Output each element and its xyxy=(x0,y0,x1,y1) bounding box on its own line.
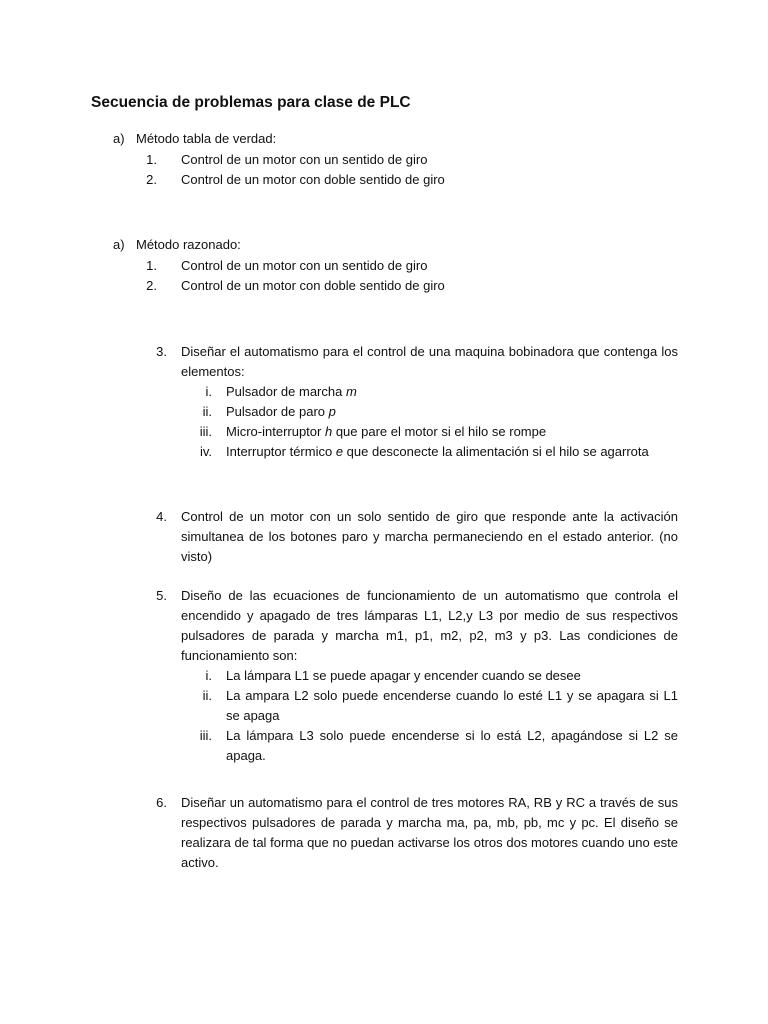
sub-text: que pare el motor si el hilo se rompe xyxy=(332,424,547,439)
sub-marker: i. xyxy=(205,384,212,399)
sub-text: La lámpara L1 se puede apagar y encender cuando se desee xyxy=(226,668,581,683)
section-marker: a) xyxy=(113,131,125,146)
sub-text: Interruptor térmico xyxy=(226,444,336,459)
section-marker: a) xyxy=(113,237,125,252)
sub-marker: ii. xyxy=(202,688,212,703)
problem-text: Diseñar el automatismo para el control de una maquina bobinadora que contenga los elementos: xyxy=(181,344,678,379)
variable: p xyxy=(328,404,336,419)
sub-item xyxy=(199,726,678,766)
sub-item xyxy=(205,382,686,402)
list-number: 1. xyxy=(146,258,157,273)
sub-text: Pulsador de marcha xyxy=(226,384,346,399)
sub-list xyxy=(199,666,678,766)
sub-text: La lámpara L3 solo puede encenderse si lo está L2, apagándose si L2 se apaga. xyxy=(226,728,678,763)
sub-item xyxy=(199,442,686,462)
sub-text: que desconecte la alimentación si el hilo se agarrota xyxy=(343,444,649,459)
problem-number: 6. xyxy=(156,795,167,810)
sub-marker: i. xyxy=(205,668,212,683)
problem-text: Diseñar un automatismo para el control de tres motores RA, RB y RC a través de sus respectivos pulsadores de parada y marcha ma, pa, mb, pb, mc y pc. El diseño se realizara de tal forma que no puedan activarse los otros dos motores cuando uno este activo. xyxy=(181,795,678,870)
list-number: 2. xyxy=(146,278,157,293)
problem-number: 3. xyxy=(156,344,167,359)
list-number: 1. xyxy=(146,152,157,167)
sub-item xyxy=(202,402,686,422)
list-number: 2. xyxy=(146,172,157,187)
sub-item xyxy=(202,686,678,726)
list-item: Control de un motor con doble sentido de giro xyxy=(181,278,445,293)
sub-marker: ii. xyxy=(202,404,212,419)
list-item: Control de un motor con un sentido de giro xyxy=(181,258,428,273)
sub-item xyxy=(199,422,686,442)
section-label: Método tabla de verdad: xyxy=(136,131,277,146)
list-item: Control de un motor con un sentido de giro xyxy=(181,152,428,167)
document-title: Secuencia de problemas para clase de PLC xyxy=(91,94,411,111)
section-label: Método razonado: xyxy=(136,237,241,252)
list-item: Control de un motor con doble sentido de giro xyxy=(181,172,445,187)
sub-item xyxy=(205,666,678,686)
sub-marker: iii. xyxy=(199,728,212,743)
sub-marker: iii. xyxy=(199,424,212,439)
variable: h xyxy=(324,424,333,439)
sub-text: Pulsador de paro xyxy=(226,404,329,419)
problem-number: 4. xyxy=(156,509,167,524)
variable: e xyxy=(335,444,344,459)
variable: m xyxy=(345,384,357,399)
sub-text: Micro-interruptor xyxy=(226,424,325,439)
problem-text: Control de un motor con un solo sentido de giro que responde ante la activación simultanea de los botones paro y marcha permaneciendo en el estado anterior. (no visto) xyxy=(181,509,678,564)
problem-text: Diseño de las ecuaciones de funcionamiento de un automatismo que controla el encendido y apagado de tres lámparas L1, L2,y L3 por medio de sus respectivos pulsadores de parada y marcha m1, p1, m2, p2, m3 y p3. Las condiciones de funcionamiento son: xyxy=(181,588,678,663)
sub-list xyxy=(199,382,686,462)
sub-text: La ampara L2 solo puede encenderse cuando lo esté L1 y se apagara si L1 se apaga xyxy=(226,688,678,723)
sub-marker: iv. xyxy=(199,444,212,459)
problem-number: 5. xyxy=(156,588,167,603)
